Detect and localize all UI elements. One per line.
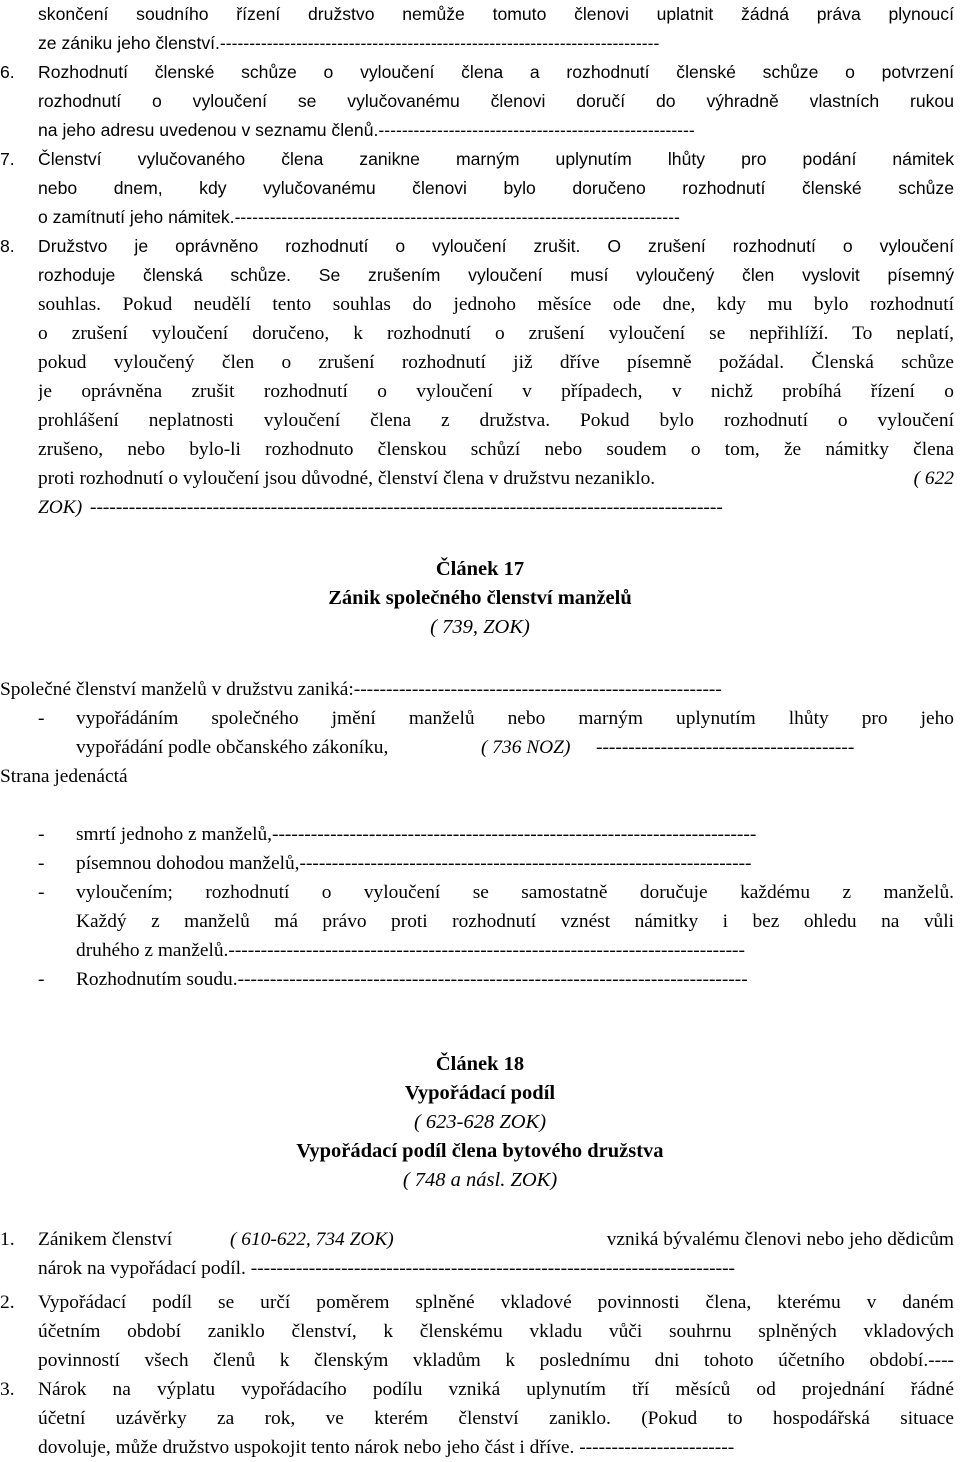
bullet-line: Každý z manželů má právo proti rozhodnutí vznést námitky i bez ohledu na vůli [76, 911, 954, 932]
paragraph-line: dovoluje, může družstvo uspokojit tento nárok nebo jeho část i dříve. ------------------------ [38, 1437, 735, 1458]
paragraph-line: Vypořádací podíl se určí poměrem splněné vkladové povinnosti člena, kterému v daném [38, 1292, 954, 1313]
law-reference: ( 739, ZOK) [430, 616, 530, 638]
paragraph-line: souhlas. Pokud neudělí tento souhlas do jednoho měsíce ode dne, kdy mu bylo rozhodnutí [38, 294, 954, 315]
article-heading: Článek 18 [435, 1053, 525, 1075]
paragraph-line [38, 493, 954, 522]
paragraph-line: ze zániku jeho členství.--------------------------------------------------------------------------- [38, 33, 660, 53]
bullet-line: písemnou dohodou manželů,---------------------------------------------------------------------- [76, 853, 752, 874]
article-subtitle: Vypořádací podíl člena bytového družstva [296, 1140, 664, 1162]
item-number: 7. [0, 149, 15, 169]
paragraph-line: Nárok na výplatu vypořádacího podílu vzniká uplynutím tří měsíců od projednání řádné [38, 1379, 954, 1400]
bullet-text: vypořádání podle občanského zákoníku, [76, 737, 389, 758]
paragraph-line: je oprávněna zrušit rozhodnutí o vyloučení v případech, v nichž probíhá řízení o [38, 381, 954, 402]
bullet-line: smrtí jednoho z manželů,--------------------------------------------------------------------------- [76, 824, 757, 845]
law-reference: ZOK) [38, 497, 83, 518]
article-title: Zánik společného členství manželů [328, 587, 632, 609]
bullet-line: vyloučením; rozhodnutí o vyloučení se samostatně doručuje každému z manželů. [76, 882, 954, 903]
paragraph-text: proti rozhodnutí o vyloučení jsou důvodné, členství člena v družstvu nezaniklo. [38, 468, 656, 489]
paragraph-line: zrušeno, nebo bylo-li rozhodnuto členskou schůzí nebo soudem o tom, že námitky člena [38, 439, 954, 460]
paragraph-line: nárok na vypořádací podíl. --------------------------------------------------------------------------- [38, 1258, 735, 1279]
paragraph-line: prohlášení neplatnosti vyloučení člena z družstva. Pokud bylo rozhodnutí o vyloučení [38, 410, 954, 431]
paragraph-line: rozhoduje členská schůze. Se zrušením vyloučení musí vyloučený člen vyslovit písemný [38, 265, 954, 285]
item-number: 2. [0, 1292, 15, 1313]
paragraph-line: Společné členství manželů v družstvu zaniká:--------------------------------------------------------- [0, 679, 722, 700]
paragraph-line: účetní uzávěrky za rok, ve kterém členství zaniklo. (Pokud to hospodářská situace [38, 1408, 954, 1429]
paragraph-text: Zánikem členství [38, 1229, 173, 1250]
item-number: 3. [0, 1379, 15, 1400]
law-reference: ( 610-622, 734 ZOK) [230, 1229, 394, 1250]
item-number: 6. [0, 62, 15, 82]
paragraph-line [38, 1225, 954, 1254]
paragraph-line: na jeho adresu uvedenou v seznamu členů.------------------------------------------------------ [38, 120, 695, 140]
item-number: 8. [0, 236, 15, 256]
paragraph-line: Rozhodnutí členské schůze o vyloučení člena a rozhodnutí členské schůze o potvrzení [38, 62, 954, 82]
page-label: Strana jedenáctá [0, 766, 128, 787]
paragraph-line: rozhodnutí o vyloučení se vylučovanému členovi doručí do výhradně vlastních rukou [38, 91, 954, 111]
bullet-line: druhého z manželů.-------------------------------------------------------------------------------- [76, 940, 745, 961]
dash-filler: -------------------------------------------------------------------------------------------------- [90, 497, 723, 518]
bullet-dash: - [38, 969, 45, 990]
paragraph-line [38, 464, 954, 493]
paragraph-line: pokud vyloučený člen o zrušení rozhodnutí již dříve písemně požádal. Členská schůze [38, 352, 954, 373]
article-title: Vypořádací podíl [404, 1082, 556, 1104]
bullet-dash: - [38, 824, 45, 845]
bullet-line: Rozhodnutím soudu.------------------------------------------------------------------------------- [76, 969, 748, 990]
bullet-dash: - [38, 882, 45, 903]
law-reference: ( 623-628 ZOK) [413, 1111, 547, 1133]
bullet-line: vypořádáním společného jmění manželů nebo marným uplynutím lhůty pro jeho [76, 708, 954, 729]
item-number: 1. [0, 1229, 15, 1250]
dash-filler: ---------------------------------------- [596, 737, 855, 758]
paragraph-line: o zrušení vyloučení doručeno, k rozhodnutí o zrušení vyloučení se nepřihlíží. To neplatí, [38, 323, 954, 344]
bullet-dash: - [38, 708, 45, 729]
paragraph-line: o zamítnutí jeho námitek.---------------------------------------------------------------------------- [38, 207, 680, 227]
paragraph-line: Členství vylučovaného člena zanikne marným uplynutím lhůty pro podání námitek [38, 149, 954, 169]
bullet-line [76, 733, 954, 762]
article-heading: Článek 17 [435, 558, 525, 580]
paragraph-line: účetním období zaniklo členství, k členskému vkladu vůči souhrnu splněných vkladových [38, 1321, 954, 1342]
paragraph-line: nebo dnem, kdy vylučovanému členovi bylo doručeno rozhodnutí členské schůze [38, 178, 954, 198]
law-reference: ( 736 NOZ) [481, 737, 571, 758]
paragraph-line: Družstvo je oprávněno rozhodnutí o vyloučení zrušit. O zrušení rozhodnutí o vyloučení [38, 236, 954, 256]
law-reference: ( 622 [913, 468, 954, 489]
paragraph-line: skončení soudního řízení družstvo nemůže tomuto členovi uplatnit žádná práva plynoucí [38, 4, 954, 24]
law-reference: ( 748 a násl. ZOK) [402, 1169, 558, 1191]
paragraph-line: povinností všech členů k členským vkladům k poslednímu dni tohoto účetního období.---- [38, 1350, 954, 1371]
paragraph-text: vzniká bývalému členovi nebo jeho dědicům [606, 1229, 954, 1250]
bullet-dash: - [38, 853, 45, 874]
